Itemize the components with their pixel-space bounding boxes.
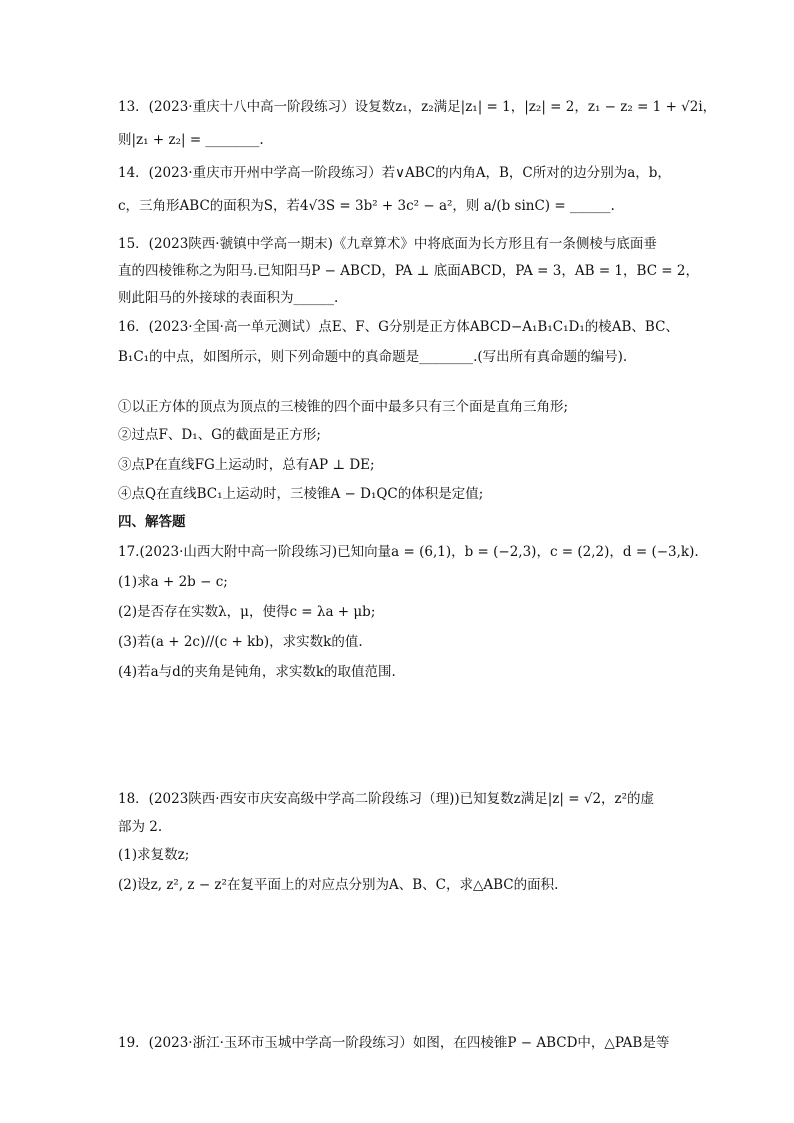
q15-line-1: 15．(2023陕西·虢镇中学高一期末)《九章算术》中将底面为长方形且有一条侧棱与底面垂 (118, 236, 657, 252)
q14-line-1: 14．(2023·重庆市开州中学高一阶段练习）若∨ABC的内角A，B，C所对的边分别为a，b， (118, 165, 671, 181)
q16-option-2: ②过点F、D₁、G的截面是正方形; (118, 427, 321, 443)
q16-option-1: ①以正方体的顶点为顶点的三棱锥的四个面中最多只有三个面是直角三角形; (118, 399, 569, 415)
q17-part-4: (4)若a与d的夹角是钝角，求实数k的取值范围. (118, 664, 396, 680)
q16-line-2: B₁C₁的中点，如图所示，则下列命题中的真命题是________.(写出所有真命题的编号). (118, 349, 628, 365)
q18-part-2: (2)设z, z², z − z²在复平面上的对应点分别为A、B、C，求△ABC的面积. (118, 877, 559, 893)
q15-line-2: 直的四棱锥称之为阳马.已知阳马P − ABCD，PA ⊥ 底面ABCD，PA = 3，AB = 1，BC = 2， (118, 263, 700, 279)
q17-line-1: 17.(2023·山西大附中高一阶段练习)已知向量a = (6,1)，b = (−2,3)，c = (2,2)，d = (−3,k). (118, 544, 699, 560)
q13-line-2: 则|z₁ + z₂| = ________. (118, 132, 264, 148)
q13-line-1: 13．(2023·重庆十八中高一阶段练习）设复数z₁，z₂满足|z₁| = 1，|z₂| = 2，z₁ − z₂ = 1 + √2i， (118, 99, 717, 115)
q17-part-3: (3)若(a + 2c)//(c + kb)，求实数k的值. (118, 634, 363, 650)
q17-part-1: (1)求a + 2b − c; (118, 574, 228, 590)
q17-part-2: (2)是否存在实数λ，μ，使得c = λa + μb; (118, 604, 376, 620)
q16-option-3: ③点P在直线FG上运动时，总有AP ⊥ DE; (118, 457, 375, 473)
q18-line-2: 部为 2. (118, 819, 163, 835)
section-heading: 四、解答题 (118, 514, 186, 530)
q16-line-1: 16．(2023·全国·高一单元测试）点E、F、G分别是正方体ABCD−A₁B₁C₁D₁的棱AB、BC、 (118, 319, 679, 335)
q16-option-4: ④点Q在直线BC₁上运动时，三棱锥A − D₁QC的体积是定值; (118, 486, 484, 502)
q18-part-1: (1)求复数z; (118, 847, 190, 863)
q19-line-1: 19．(2023·浙江·玉环市玉城中学高一阶段练习）如图，在四棱锥P − ABCD中，△PAB是等 (118, 1035, 670, 1051)
q15-line-3: 则此阳马的外接球的表面积为______. (118, 290, 339, 306)
q18-line-1: 18．(2023陕西·西安市庆安高级中学高二阶段练习（理))已知复数z满足|z| = √2，z²的虚 (118, 791, 655, 807)
q14-line-2: c，三角形ABC的面积为S，若4√3S = 3b² + 3c² − a²，则 a/(b sinC) = ______. (118, 198, 615, 214)
